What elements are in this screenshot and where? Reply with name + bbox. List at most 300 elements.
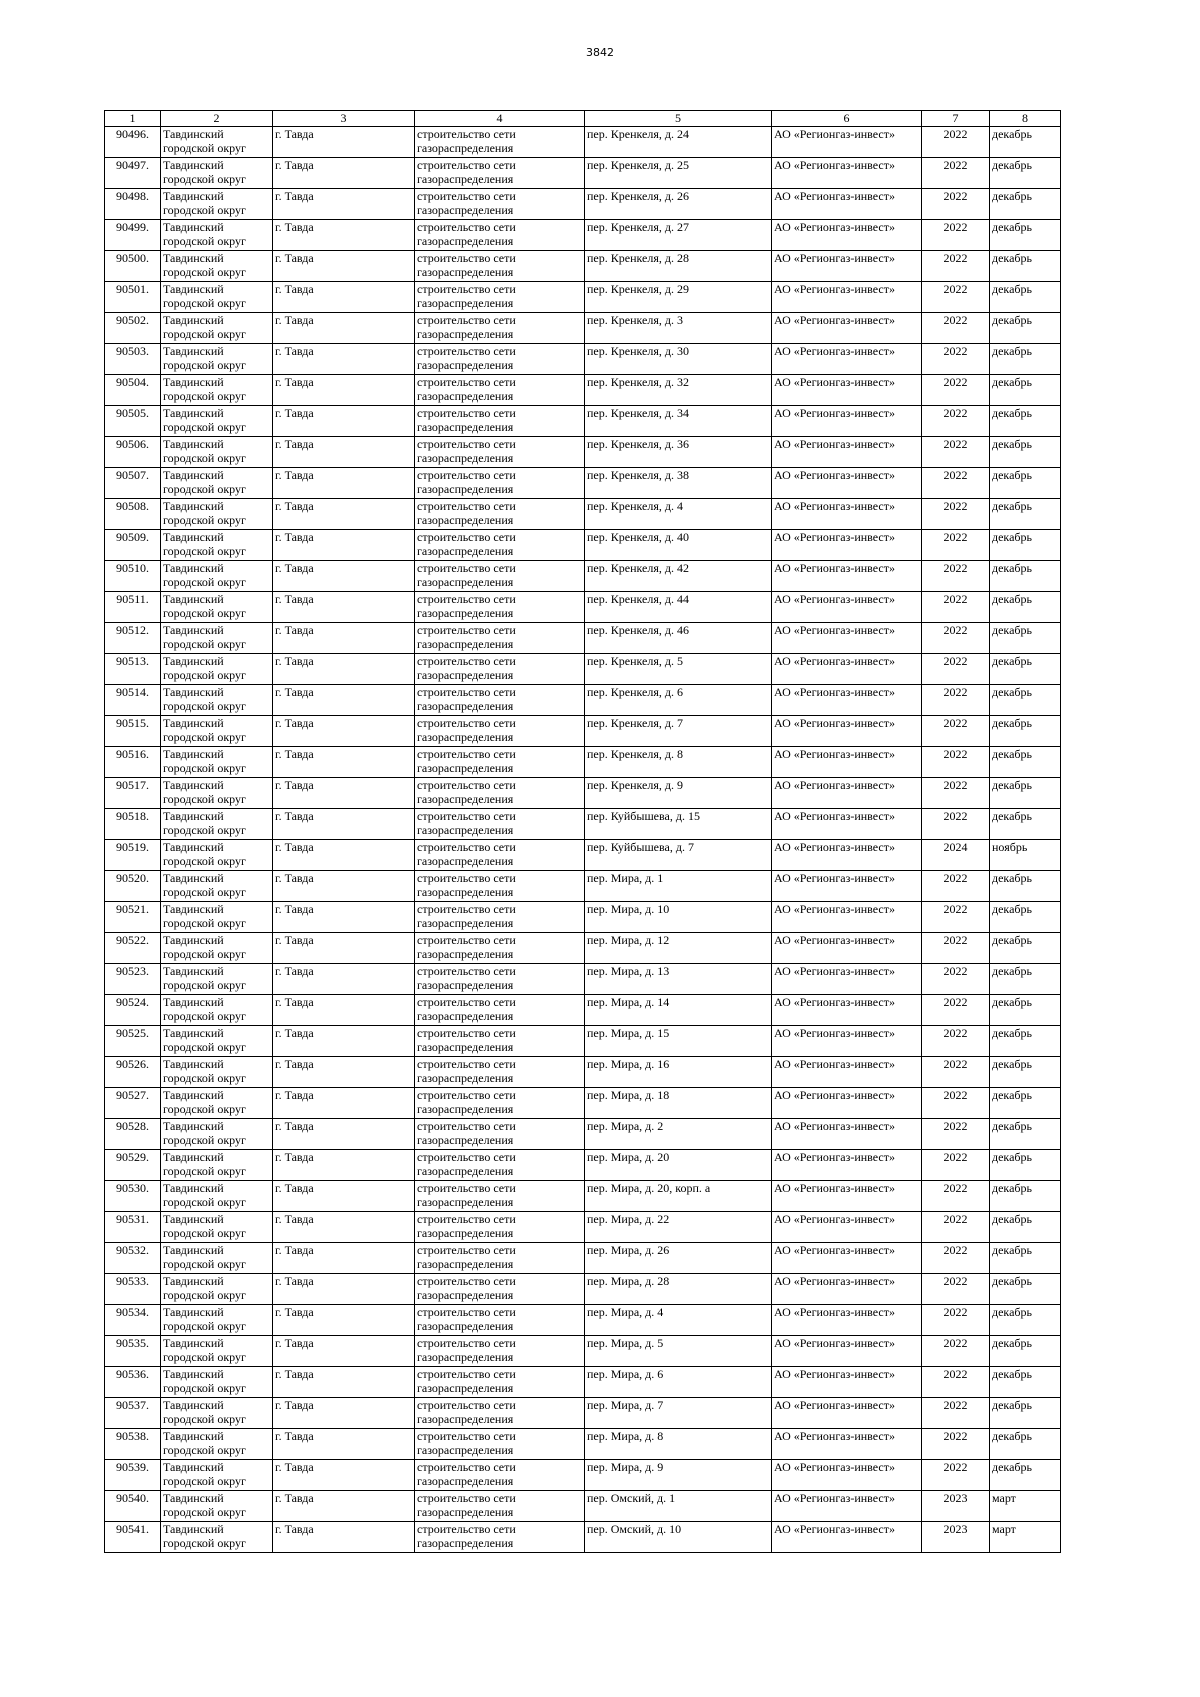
month-cell (990, 499, 1061, 530)
row-number-cell (105, 530, 161, 561)
organization-cell (772, 561, 922, 592)
year-cell-text: 2022 (943, 1243, 968, 1257)
row-number-cell-text: 90531. (116, 1212, 149, 1226)
month-cell (990, 1460, 1061, 1491)
work-type-cell-text: строительство сети (417, 1057, 516, 1071)
column-header-5: 5 (585, 111, 772, 127)
work-type-cell-text: строительство сети (417, 840, 516, 854)
settlement-cell (273, 344, 415, 375)
organization-cell-text: АО «Регионгаз-инвест» (774, 375, 895, 389)
work-type-cell (415, 1057, 585, 1088)
table-row (105, 778, 1061, 809)
settlement-cell-text: г. Тавда (275, 1336, 314, 1350)
settlement-cell-text: г. Тавда (275, 778, 314, 792)
organization-cell-text: АО «Регионгаз-инвест» (774, 406, 895, 420)
work-type-cell (415, 1460, 585, 1491)
row-number-cell-text: 90539. (116, 1460, 149, 1474)
district-cell-text: Тавдинский (163, 995, 224, 1009)
work-type-cell-text: строительство сети (417, 1274, 516, 1288)
address-cell-text: пер. Мира, д. 5 (587, 1336, 664, 1350)
address-cell-text: пер. Мира, д. 7 (587, 1398, 664, 1412)
work-type-cell-text: газораспределения (417, 327, 514, 341)
month-cell-text: декабрь (992, 1336, 1032, 1350)
month-cell-text: декабрь (992, 1243, 1032, 1257)
work-type-cell-text: газораспределения (417, 637, 514, 651)
settlement-cell (273, 1057, 415, 1088)
settlement-cell-text: г. Тавда (275, 189, 314, 203)
settlement-cell-text: г. Тавда (275, 220, 314, 234)
organization-cell-text: АО «Регионгаз-инвест» (774, 809, 895, 823)
address-cell-text: пер. Кренкеля, д. 24 (587, 127, 689, 141)
district-cell (161, 468, 273, 499)
settlement-cell (273, 1336, 415, 1367)
table-row (105, 499, 1061, 530)
settlement-cell-text: г. Тавда (275, 902, 314, 916)
settlement-cell (273, 1491, 415, 1522)
settlement-cell (273, 1429, 415, 1460)
row-number-cell (105, 1522, 161, 1553)
row-number-cell-text: 90515. (116, 716, 149, 730)
address-cell-text: пер. Омский, д. 10 (587, 1522, 682, 1536)
settlement-cell-text: г. Тавда (275, 1026, 314, 1040)
settlement-cell (273, 623, 415, 654)
address-cell-text: пер. Мира, д. 4 (587, 1305, 664, 1319)
table-row (105, 437, 1061, 468)
year-cell-text: 2022 (943, 313, 968, 327)
work-type-cell-text: газораспределения (417, 1505, 514, 1519)
work-type-cell-text: строительство сети (417, 1491, 516, 1505)
settlement-cell-text: г. Тавда (275, 437, 314, 451)
organization-cell (772, 592, 922, 623)
row-number-cell (105, 282, 161, 313)
month-cell-text: декабрь (992, 995, 1032, 1009)
organization-cell (772, 623, 922, 654)
month-cell-text: декабрь (992, 1181, 1032, 1195)
organization-cell (772, 778, 922, 809)
address-cell (585, 1212, 772, 1243)
row-number-cell-text: 90532. (116, 1243, 149, 1257)
month-cell (990, 1212, 1061, 1243)
district-cell-text: городской округ (163, 885, 246, 899)
district-cell (161, 1057, 273, 1088)
row-number-cell-text: 90537. (116, 1398, 149, 1412)
address-cell (585, 654, 772, 685)
work-type-cell-text: газораспределения (417, 916, 514, 930)
address-cell (585, 1491, 772, 1522)
address-cell-text: пер. Мира, д. 13 (587, 964, 670, 978)
year-cell (922, 592, 990, 623)
year-cell-text: 2022 (943, 220, 968, 234)
address-cell (585, 840, 772, 871)
month-cell-text: декабрь (992, 933, 1032, 947)
row-number-cell (105, 995, 161, 1026)
year-cell (922, 1274, 990, 1305)
row-number-cell-text: 90516. (116, 747, 149, 761)
settlement-cell (273, 1367, 415, 1398)
column-number-row (105, 111, 1061, 127)
organization-cell (772, 933, 922, 964)
table-row (105, 933, 1061, 964)
organization-cell (772, 809, 922, 840)
work-type-cell-text: газораспределения (417, 823, 514, 837)
organization-cell (772, 995, 922, 1026)
organization-cell (772, 220, 922, 251)
row-number-cell-text: 90528. (116, 1119, 149, 1133)
settlement-cell-text: г. Тавда (275, 313, 314, 327)
address-cell-text: пер. Мира, д. 12 (587, 933, 670, 947)
work-type-cell-text: строительство сети (417, 1305, 516, 1319)
year-cell (922, 654, 990, 685)
row-number-cell (105, 1491, 161, 1522)
month-cell (990, 127, 1061, 158)
address-cell (585, 1119, 772, 1150)
month-cell (990, 282, 1061, 313)
address-cell (585, 964, 772, 995)
district-cell-text: городской округ (163, 1381, 246, 1395)
work-type-cell (415, 1367, 585, 1398)
district-cell (161, 1460, 273, 1491)
organization-cell-text: АО «Регионгаз-инвест» (774, 251, 895, 265)
year-cell (922, 282, 990, 313)
district-cell (161, 1150, 273, 1181)
month-cell (990, 406, 1061, 437)
organization-cell (772, 1181, 922, 1212)
district-cell-text: Тавдинский (163, 1274, 224, 1288)
work-type-cell-text: газораспределения (417, 761, 514, 775)
row-number-cell (105, 685, 161, 716)
district-cell-text: городской округ (163, 1195, 246, 1209)
work-type-cell-text: газораспределения (417, 1350, 514, 1364)
row-number-cell (105, 189, 161, 220)
register-table (104, 110, 1061, 1553)
row-number-cell-text: 90527. (116, 1088, 149, 1102)
settlement-cell (273, 809, 415, 840)
table-row (105, 1088, 1061, 1119)
organization-cell-text: АО «Регионгаз-инвест» (774, 344, 895, 358)
organization-cell-text: АО «Регионгаз-инвест» (774, 1429, 895, 1443)
month-cell (990, 375, 1061, 406)
district-cell (161, 1119, 273, 1150)
organization-cell-text: АО «Регионгаз-инвест» (774, 871, 895, 885)
row-number-cell-text: 90541. (116, 1522, 149, 1536)
district-cell-text: городской округ (163, 203, 246, 217)
district-cell-text: Тавдинский (163, 592, 224, 606)
organization-cell-text: АО «Регионгаз-инвест» (774, 1398, 895, 1412)
work-type-cell-text: строительство сети (417, 251, 516, 265)
address-cell-text: пер. Мира, д. 18 (587, 1088, 670, 1102)
organization-cell-text: АО «Регионгаз-инвест» (774, 778, 895, 792)
district-cell (161, 623, 273, 654)
organization-cell (772, 1398, 922, 1429)
row-number-cell (105, 1367, 161, 1398)
work-type-cell-text: газораспределения (417, 544, 514, 558)
month-cell (990, 840, 1061, 871)
work-type-cell-text: строительство сети (417, 1429, 516, 1443)
row-number-cell-text: 90496. (116, 127, 149, 141)
row-number-cell-text: 90518. (116, 809, 149, 823)
district-cell-text: городской округ (163, 823, 246, 837)
address-cell-text: пер. Кренкеля, д. 4 (587, 499, 683, 513)
work-type-cell (415, 1336, 585, 1367)
work-type-cell (415, 1274, 585, 1305)
district-cell-text: Тавдинский (163, 1305, 224, 1319)
district-cell-text: Тавдинский (163, 1150, 224, 1164)
work-type-cell-text: газораспределения (417, 358, 514, 372)
organization-cell (772, 282, 922, 313)
district-cell-text: городской округ (163, 1288, 246, 1302)
month-cell (990, 809, 1061, 840)
work-type-cell (415, 747, 585, 778)
year-cell-text: 2022 (943, 592, 968, 606)
address-cell-text: пер. Кренкеля, д. 29 (587, 282, 689, 296)
month-cell-text: декабрь (992, 1057, 1032, 1071)
row-number-cell (105, 251, 161, 282)
table-row (105, 220, 1061, 251)
district-cell-text: городской округ (163, 389, 246, 403)
table-row (105, 251, 1061, 282)
settlement-cell-text: г. Тавда (275, 747, 314, 761)
district-cell-text: городской округ (163, 1505, 246, 1519)
work-type-cell-text: газораспределения (417, 575, 514, 589)
month-cell (990, 1243, 1061, 1274)
work-type-cell-text: строительство сети (417, 1398, 516, 1412)
settlement-cell-text: г. Тавда (275, 964, 314, 978)
address-cell (585, 220, 772, 251)
address-cell (585, 747, 772, 778)
column-header-2: 2 (161, 111, 273, 127)
work-type-cell-text: газораспределения (417, 296, 514, 310)
district-cell-text: городской округ (163, 141, 246, 155)
district-cell (161, 840, 273, 871)
work-type-cell (415, 933, 585, 964)
work-type-cell-text: газораспределения (417, 1381, 514, 1395)
district-cell-text: городской округ (163, 978, 246, 992)
district-cell-text: Тавдинский (163, 716, 224, 730)
year-cell (922, 1119, 990, 1150)
work-type-cell (415, 964, 585, 995)
month-cell-text: декабрь (992, 1274, 1032, 1288)
district-cell (161, 592, 273, 623)
settlement-cell-text: г. Тавда (275, 282, 314, 296)
month-cell-text: декабрь (992, 1305, 1032, 1319)
work-type-cell-text: газораспределения (417, 1009, 514, 1023)
district-cell (161, 1305, 273, 1336)
month-cell-text: март (992, 1491, 1016, 1505)
table-row (105, 1522, 1061, 1553)
work-type-cell-text: газораспределения (417, 513, 514, 527)
address-cell-text: пер. Кренкеля, д. 30 (587, 344, 689, 358)
work-type-cell-text: газораспределения (417, 947, 514, 961)
month-cell-text: декабрь (992, 902, 1032, 916)
year-cell (922, 623, 990, 654)
month-cell (990, 871, 1061, 902)
work-type-cell (415, 1243, 585, 1274)
address-cell-text: пер. Кренкеля, д. 5 (587, 654, 683, 668)
district-cell-text: городской округ (163, 327, 246, 341)
month-cell (990, 995, 1061, 1026)
work-type-cell-text: строительство сети (417, 468, 516, 482)
organization-cell-text: АО «Регионгаз-инвест» (774, 530, 895, 544)
work-type-cell-text: строительство сети (417, 1336, 516, 1350)
year-cell-text: 2022 (943, 871, 968, 885)
year-cell-text: 2022 (943, 1367, 968, 1381)
month-cell (990, 1057, 1061, 1088)
settlement-cell-text: г. Тавда (275, 1150, 314, 1164)
settlement-cell (273, 933, 415, 964)
settlement-cell-text: г. Тавда (275, 344, 314, 358)
district-cell-text: городской округ (163, 761, 246, 775)
year-cell-text: 2022 (943, 685, 968, 699)
address-cell-text: пер. Кренкеля, д. 42 (587, 561, 689, 575)
district-cell (161, 1336, 273, 1367)
work-type-cell-text: газораспределения (417, 172, 514, 186)
table-row (105, 468, 1061, 499)
year-cell (922, 1057, 990, 1088)
row-number-cell (105, 592, 161, 623)
organization-cell-text: АО «Регионгаз-инвест» (774, 282, 895, 296)
year-cell-text: 2022 (943, 716, 968, 730)
work-type-cell-text: газораспределения (417, 978, 514, 992)
address-cell (585, 1088, 772, 1119)
district-cell-text: Тавдинский (163, 189, 224, 203)
year-cell (922, 933, 990, 964)
table-row (105, 1181, 1061, 1212)
district-cell (161, 685, 273, 716)
district-cell-text: Тавдинский (163, 933, 224, 947)
work-type-cell (415, 220, 585, 251)
settlement-cell-text: г. Тавда (275, 1491, 314, 1505)
year-cell (922, 158, 990, 189)
year-cell-text: 2022 (943, 809, 968, 823)
work-type-cell (415, 592, 585, 623)
row-number-cell (105, 654, 161, 685)
work-type-cell-text: газораспределения (417, 1443, 514, 1457)
year-cell (922, 716, 990, 747)
district-cell-text: Тавдинский (163, 561, 224, 575)
column-header-6: 6 (772, 111, 922, 127)
organization-cell (772, 747, 922, 778)
month-cell (990, 1026, 1061, 1057)
month-cell (990, 220, 1061, 251)
organization-cell (772, 871, 922, 902)
row-number-cell-text: 90501. (116, 282, 149, 296)
settlement-cell-text: г. Тавда (275, 1274, 314, 1288)
work-type-cell-text: газораспределения (417, 1257, 514, 1271)
month-cell-text: декабрь (992, 220, 1032, 234)
table-row (105, 995, 1061, 1026)
year-cell-text: 2022 (943, 1274, 968, 1288)
address-cell-text: пер. Кренкеля, д. 8 (587, 747, 683, 761)
district-cell (161, 1181, 273, 1212)
organization-cell-text: АО «Регионгаз-инвест» (774, 995, 895, 1009)
district-cell-text: Тавдинский (163, 406, 224, 420)
settlement-cell (273, 375, 415, 406)
table-row (105, 561, 1061, 592)
district-cell-text: Тавдинский (163, 468, 224, 482)
district-cell-text: городской округ (163, 1226, 246, 1240)
month-cell (990, 468, 1061, 499)
organization-cell-text: АО «Регионгаз-инвест» (774, 716, 895, 730)
year-cell (922, 127, 990, 158)
district-cell (161, 313, 273, 344)
row-number-cell (105, 809, 161, 840)
settlement-cell-text: г. Тавда (275, 1119, 314, 1133)
settlement-cell (273, 654, 415, 685)
organization-cell-text: АО «Регионгаз-инвест» (774, 1057, 895, 1071)
work-type-cell-text: газораспределения (417, 792, 514, 806)
settlement-cell (273, 685, 415, 716)
month-cell-text: декабрь (992, 964, 1032, 978)
table-row (105, 747, 1061, 778)
work-type-cell (415, 561, 585, 592)
settlement-cell-text: г. Тавда (275, 406, 314, 420)
month-cell-text: март (992, 1522, 1016, 1536)
settlement-cell-text: г. Тавда (275, 592, 314, 606)
work-type-cell-text: газораспределения (417, 1226, 514, 1240)
row-number-cell-text: 90503. (116, 344, 149, 358)
year-cell-text: 2023 (943, 1522, 968, 1536)
year-cell (922, 189, 990, 220)
district-cell-text: городской округ (163, 1102, 246, 1116)
address-cell-text: пер. Куйбышева, д. 7 (587, 840, 694, 854)
address-cell (585, 437, 772, 468)
column-header-4: 4 (415, 111, 585, 127)
work-type-cell (415, 1398, 585, 1429)
address-cell (585, 313, 772, 344)
work-type-cell (415, 623, 585, 654)
district-cell (161, 902, 273, 933)
organization-cell-text: АО «Регионгаз-инвест» (774, 747, 895, 761)
address-cell (585, 623, 772, 654)
year-cell-text: 2022 (943, 1398, 968, 1412)
year-cell-text: 2022 (943, 1460, 968, 1474)
row-number-cell-text: 90520. (116, 871, 149, 885)
settlement-cell (273, 1305, 415, 1336)
table-row (105, 282, 1061, 313)
district-cell (161, 654, 273, 685)
address-cell (585, 1367, 772, 1398)
work-type-cell-text: строительство сети (417, 1460, 516, 1474)
organization-cell (772, 902, 922, 933)
address-cell (585, 344, 772, 375)
row-number-cell-text: 90523. (116, 964, 149, 978)
organization-cell (772, 1026, 922, 1057)
month-cell-text: декабрь (992, 530, 1032, 544)
table-row (105, 1274, 1061, 1305)
address-cell (585, 1522, 772, 1553)
row-number-cell (105, 964, 161, 995)
settlement-cell (273, 1150, 415, 1181)
column-header-7: 7 (922, 111, 990, 127)
organization-cell-text: АО «Регионгаз-инвест» (774, 1305, 895, 1319)
settlement-cell-text: г. Тавда (275, 623, 314, 637)
month-cell (990, 1429, 1061, 1460)
work-type-cell (415, 499, 585, 530)
address-cell-text: пер. Кренкеля, д. 25 (587, 158, 689, 172)
row-number-cell-text: 90498. (116, 189, 149, 203)
organization-cell (772, 1119, 922, 1150)
month-cell (990, 964, 1061, 995)
month-cell (990, 1522, 1061, 1553)
row-number-cell (105, 220, 161, 251)
district-cell-text: Тавдинский (163, 747, 224, 761)
district-cell (161, 778, 273, 809)
settlement-cell (273, 406, 415, 437)
row-number-cell (105, 1305, 161, 1336)
row-number-cell-text: 90508. (116, 499, 149, 513)
organization-cell (772, 1522, 922, 1553)
organization-cell (772, 406, 922, 437)
